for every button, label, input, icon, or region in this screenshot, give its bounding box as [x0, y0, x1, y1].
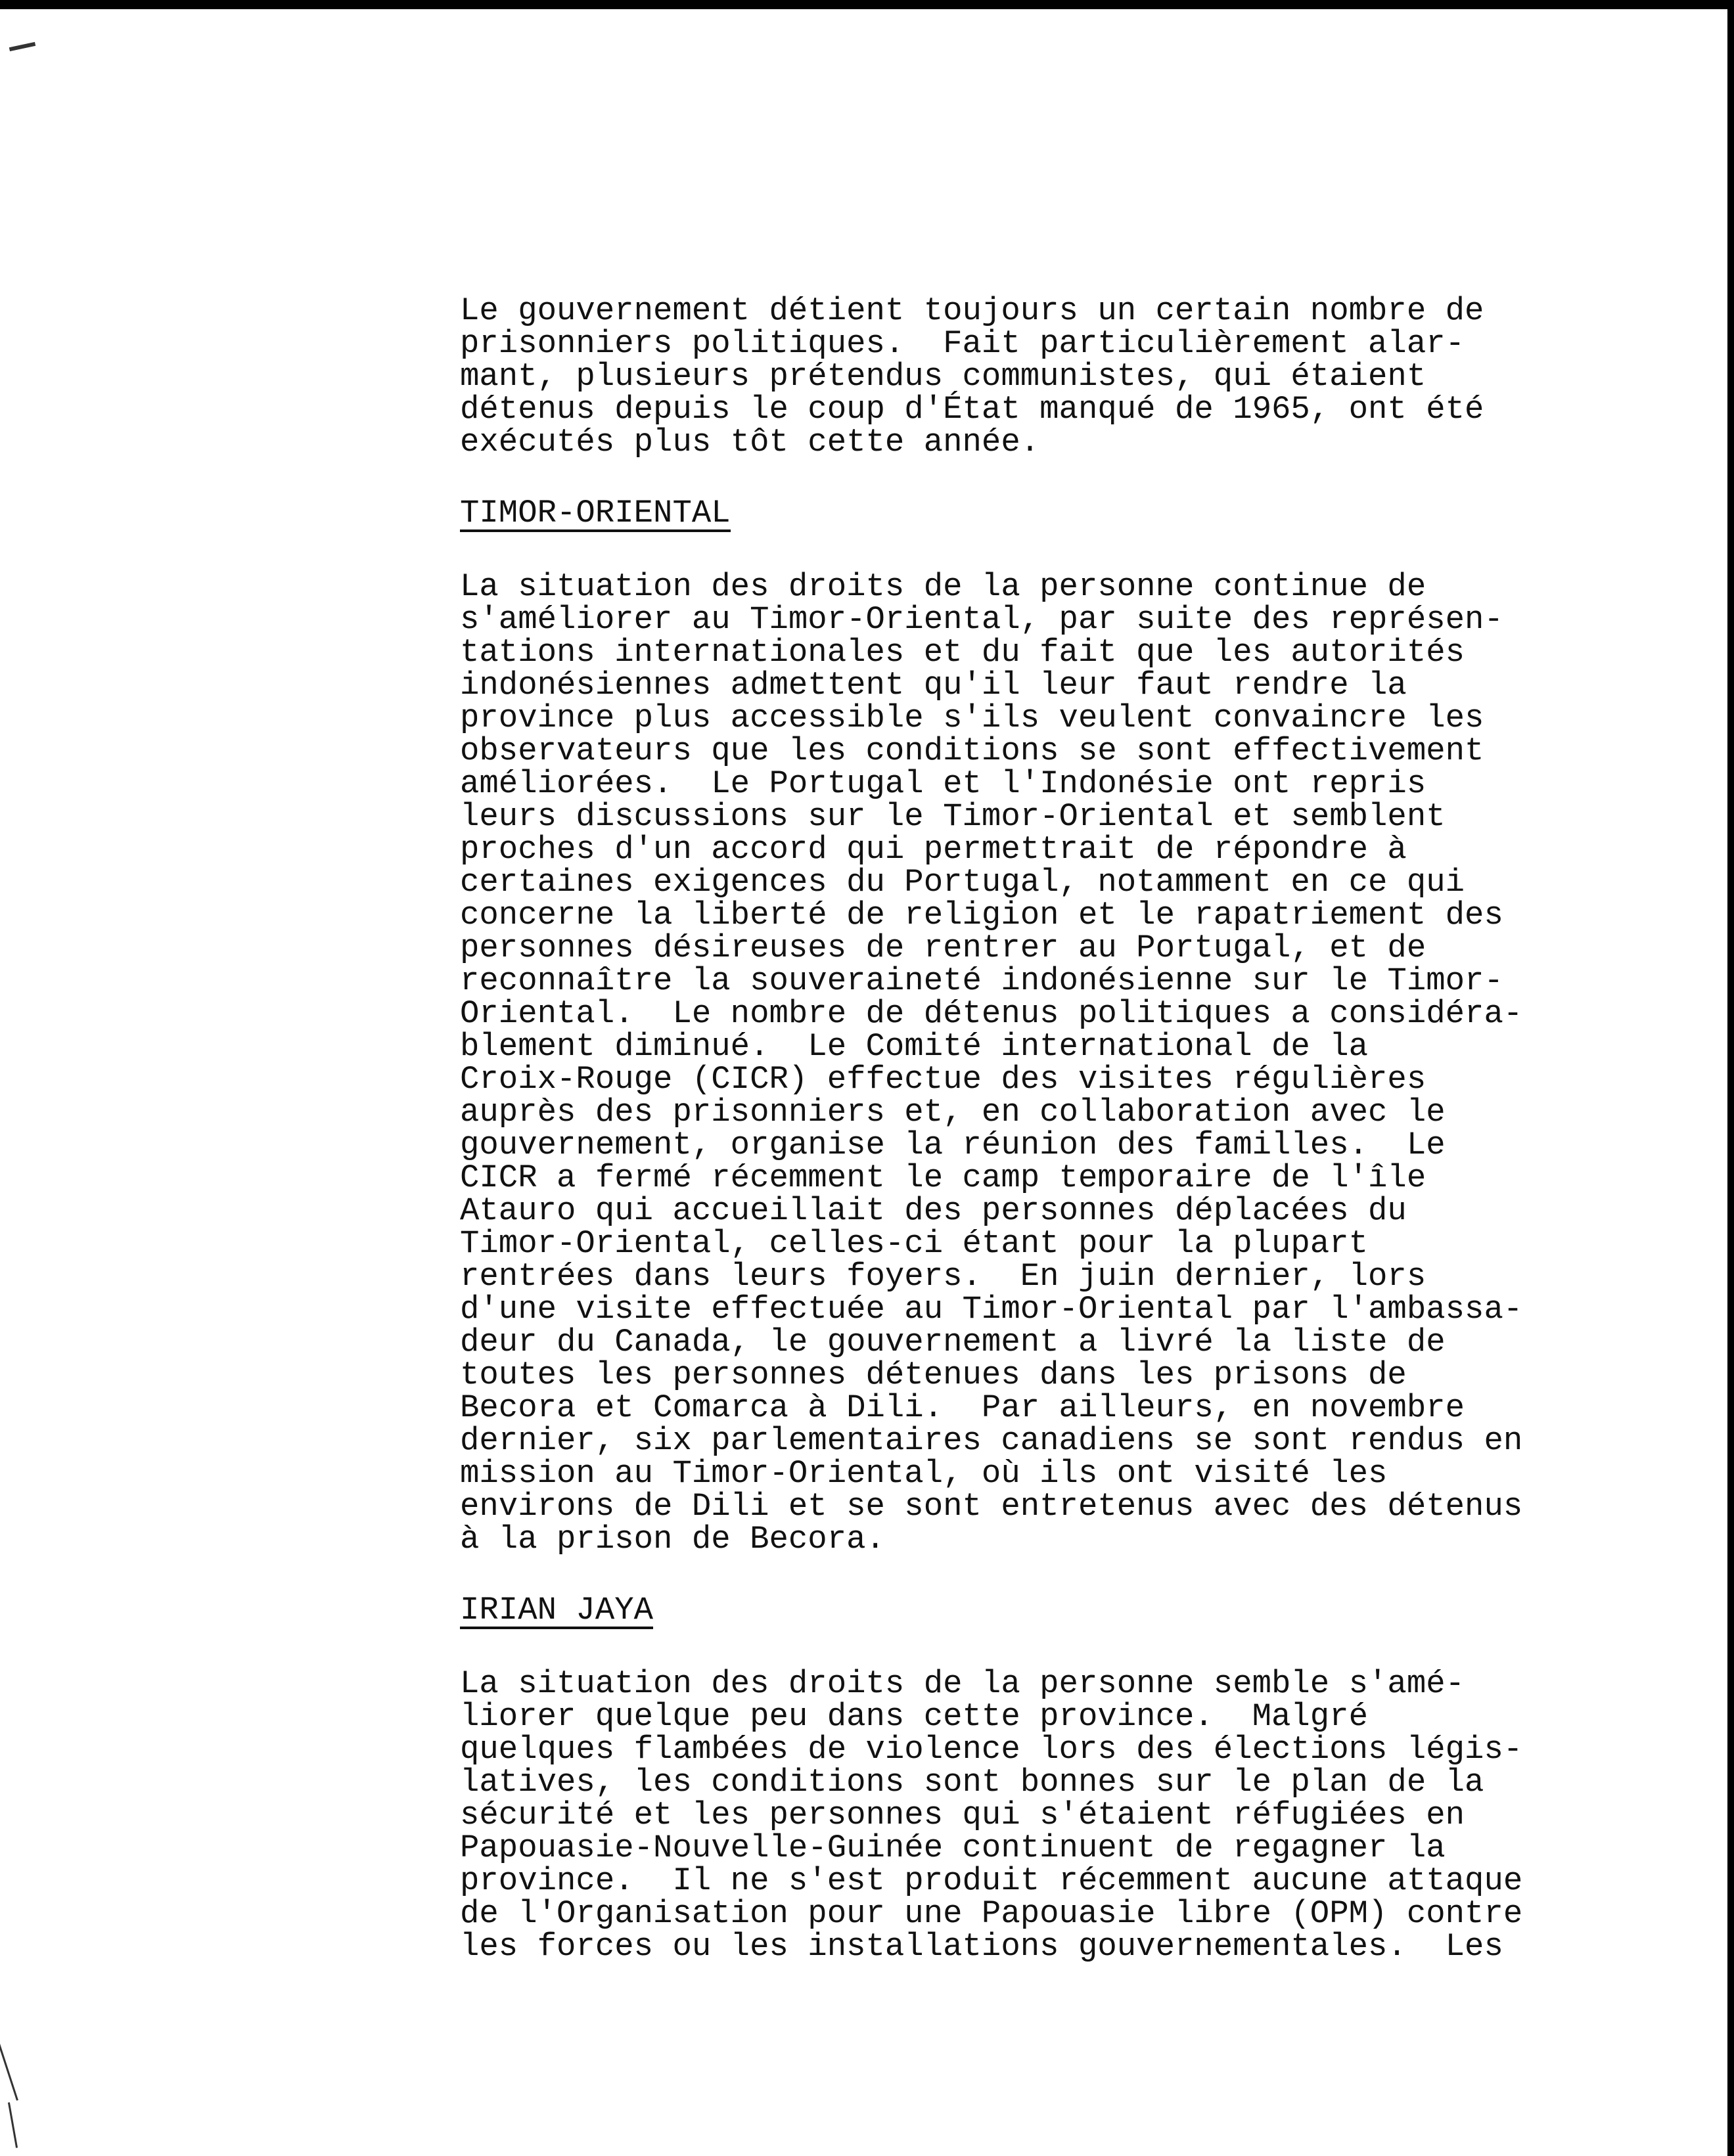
- text-line: indonésiennes admettent qu'il leur faut rendre la: [460, 667, 1407, 704]
- text-line: Becora et Comarca à Dili. Par ailleurs, en novembre: [460, 1389, 1465, 1426]
- text-line: Papouasie-Nouvelle-Guinée continuent de regagner la: [460, 1830, 1446, 1866]
- text-line: leurs discussions sur le Timor-Oriental et semblent: [460, 798, 1446, 835]
- text-line: Croix-Rouge (CICR) effectue des visites régulières: [460, 1061, 1426, 1098]
- text-line: tations internationales et du fait que les autorités: [460, 634, 1465, 671]
- spacer: [460, 1629, 1577, 1667]
- text-line: province. Il ne s'est produit récemment aucune attaque: [460, 1862, 1523, 1899]
- text-line: concerne la liberté de religion et le rapatriement des: [460, 897, 1503, 933]
- text-line: détenus depuis le coup d'État manqué de 1965, ont été: [460, 391, 1484, 428]
- text-line: améliorées. Le Portugal et l'Indonésie ont repris: [460, 765, 1426, 802]
- text-line: sécurité et les personnes qui s'étaient réfugiées en: [460, 1797, 1465, 1833]
- text-line: les forces ou les installations gouvernementales. Les: [460, 1928, 1503, 1965]
- spacer: [460, 1556, 1577, 1594]
- text-line: environs de Dili et se sont entretenus avec des détenus: [460, 1488, 1523, 1525]
- heading-irian-jaya: [460, 1594, 1577, 1629]
- text-line: de l'Organisation pour une Papouasie libre (OPM) contre: [460, 1895, 1523, 1932]
- paragraph-political-prisoners: [460, 294, 1577, 459]
- text-line: gouvernement, organise la réunion des familles. Le: [460, 1127, 1446, 1163]
- text-line: à la prison de Becora.: [460, 1521, 885, 1558]
- text-line: La situation des droits de la personne continue de: [460, 568, 1426, 605]
- text-line: proches d'un accord qui permettrait de répondre à: [460, 831, 1407, 868]
- text-line: Le gouvernement détient toujours un certain nombre de: [460, 292, 1484, 329]
- text-line: toutes les personnes détenues dans les prisons de: [460, 1357, 1407, 1393]
- text-line: exécutés plus tôt cette année.: [460, 424, 1040, 460]
- spacer: [460, 459, 1577, 497]
- text-line: liorer quelque peu dans cette province. Malgré: [460, 1698, 1369, 1735]
- text-line: deur du Canada, le gouvernement a livré la liste de: [460, 1324, 1446, 1360]
- text-line: province plus accessible s'ils veulent convaincre les: [460, 700, 1484, 736]
- scan-artifact-mark: [9, 42, 35, 51]
- text-line: d'une visite effectuée au Timor-Oriental par l'ambassa-: [460, 1291, 1523, 1328]
- heading-text: IRIAN JAYA: [460, 1592, 654, 1628]
- text-line: auprès des prisonniers et, en collaboration avec le: [460, 1094, 1446, 1131]
- heading-timor-oriental: [460, 497, 1577, 532]
- text-line: s'améliorer au Timor-Oriental, par suite des représen-: [460, 601, 1503, 638]
- text-line: personnes désireuses de rentrer au Portugal, et de: [460, 930, 1426, 966]
- text-line: observateurs que les conditions se sont effectivement: [460, 732, 1484, 769]
- text-line: latives, les conditions sont bonnes sur le plan de la: [460, 1764, 1484, 1801]
- text-line: dernier, six parlementaires canadiens se sont rendus en: [460, 1422, 1523, 1459]
- text-line: reconnaître la souveraineté indonésienne sur le Timor-: [460, 962, 1503, 999]
- text-line: prisonniers politiques. Fait particulièrement alar-: [460, 325, 1465, 362]
- text-line: rentrées dans leurs foyers. En juin dernier, lors: [460, 1258, 1426, 1295]
- text-line: mission au Timor-Oriental, où ils ont visité les: [460, 1455, 1388, 1492]
- scan-right-border: [1727, 0, 1734, 2156]
- heading-text: TIMOR-ORIENTAL: [460, 495, 731, 531]
- text-line: CICR a fermé récemment le camp temporaire de l'île: [460, 1159, 1426, 1196]
- text-line: certaines exigences du Portugal, notamment en ce qui: [460, 864, 1465, 901]
- paragraph-timor-oriental: [460, 570, 1577, 1556]
- text-line: quelques flambées de violence lors des élections légis-: [460, 1731, 1523, 1768]
- spacer: [460, 532, 1577, 570]
- paragraph-irian-jaya: [460, 1667, 1577, 1963]
- scan-artifact-mark: [8, 2102, 18, 2147]
- text-line: Timor-Oriental, celles-ci étant pour la plupart: [460, 1225, 1369, 1262]
- text-line: La situation des droits de la personne semble s'amé-: [460, 1665, 1465, 1702]
- text-line: mant, plusieurs prétendus communistes, qui étaient: [460, 358, 1426, 395]
- text-line: Oriental. Le nombre de détenus politiques a considéra-: [460, 995, 1523, 1032]
- scan-artifact-mark: [0, 2031, 18, 2101]
- text-line: Atauro qui accueillait des personnes déplacées du: [460, 1192, 1407, 1229]
- scan-top-border: [0, 0, 1734, 9]
- text-line: blement diminué. Le Comité international de la: [460, 1028, 1369, 1065]
- document-page: [460, 294, 1577, 1963]
